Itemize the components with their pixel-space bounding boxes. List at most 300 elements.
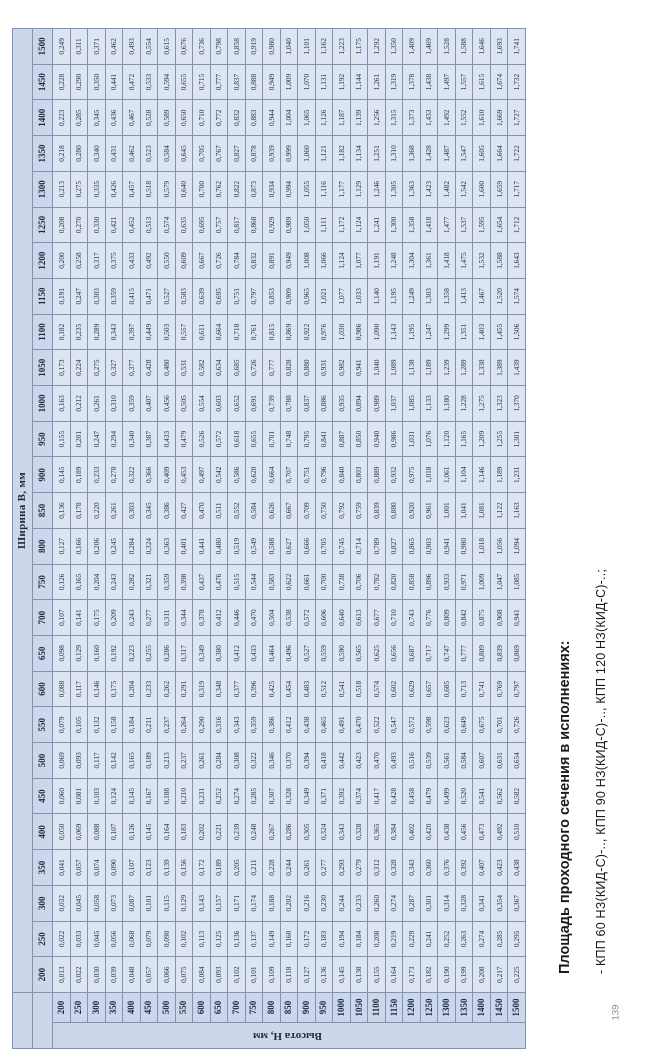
area-value-cell: 1,741	[508, 29, 526, 65]
area-value-cell: 0,421	[105, 207, 123, 243]
area-value-cell: 0,417	[368, 778, 386, 814]
area-value-cell: 1,438	[420, 64, 438, 100]
area-value-cell: 0,178	[70, 493, 88, 529]
area-value-cell: 0,247	[70, 278, 88, 314]
area-value-cell: 1,301	[508, 421, 526, 457]
table-row	[420, 29, 438, 1049]
area-value-cell: 1,712	[508, 207, 526, 243]
table-row	[280, 29, 298, 1049]
area-value-cell: 0,516	[403, 743, 421, 779]
area-value-cell: 0,685	[228, 350, 246, 386]
area-value-cell: 0,324	[140, 528, 158, 564]
area-value-cell: 0,940	[368, 421, 386, 457]
area-value-cell: 0,873	[245, 171, 263, 207]
table-row	[385, 29, 403, 1049]
area-value-cell: 0,839	[368, 493, 386, 529]
area-value-cell: 0,817	[228, 207, 246, 243]
area-value-cell: 1,139	[350, 100, 368, 136]
area-value-cell: 0,574	[368, 671, 386, 707]
area-value-cell: 0,155	[368, 957, 386, 993]
area-value-cell: 0,030	[88, 957, 106, 993]
area-value-cell: 0,980	[455, 528, 473, 564]
area-value-cell: 0,247	[88, 421, 106, 457]
area-value-cell: 0,586	[228, 457, 246, 493]
area-value-cell: 0,191	[53, 278, 71, 314]
area-value-cell: 0,493	[385, 743, 403, 779]
area-value-cell: 1,124	[350, 207, 368, 243]
area-value-cell: 0,667	[280, 493, 298, 529]
area-value-cell: 0,346	[263, 743, 281, 779]
area-value-cell: 0,182	[420, 957, 438, 993]
area-value-cell: 0,886	[315, 386, 333, 422]
area-value-cell: 0,726	[210, 243, 228, 279]
area-value-cell: 0,685	[438, 671, 456, 707]
area-value-cell: 1,261	[368, 64, 386, 100]
height-row-header: 800	[263, 993, 281, 1023]
area-value-cell: 0,022	[70, 957, 88, 993]
area-value-cell: 0,533	[140, 64, 158, 100]
area-value-cell: 0,084	[193, 957, 211, 993]
area-value-cell: 0,839	[490, 635, 508, 671]
height-row-header: 1400	[473, 993, 491, 1023]
height-row-header: 1250	[420, 993, 438, 1023]
area-value-cell: 0,527	[158, 278, 176, 314]
area-value-cell: 0,088	[53, 671, 71, 707]
area-value-cell: 0,370	[280, 743, 298, 779]
table-row	[455, 29, 473, 1049]
height-row-header: 750	[245, 993, 263, 1023]
area-value-cell: 0,741	[473, 671, 491, 707]
area-value-cell: 1,104	[455, 457, 473, 493]
area-value-cell: 0,245	[105, 528, 123, 564]
caption-block	[546, 274, 618, 974]
area-value-cell: 0,371	[88, 29, 106, 65]
area-value-cell: 0,041	[53, 850, 71, 886]
area-value-cell: 0,277	[140, 600, 158, 636]
area-value-cell: 0,999	[280, 136, 298, 172]
height-row-header: 500	[158, 993, 176, 1023]
area-value-cell: 0,139	[158, 850, 176, 886]
area-value-cell: 0,888	[245, 64, 263, 100]
area-value-cell: 0,748	[280, 421, 298, 457]
height-row-header: 1100	[368, 993, 386, 1023]
area-value-cell: 0,311	[70, 29, 88, 65]
area-value-cell: 0,194	[333, 921, 351, 957]
cross-section-table-container	[12, 28, 526, 1049]
width-column-header: 650	[33, 635, 53, 671]
area-value-cell: 0,204	[123, 671, 141, 707]
area-value-cell: 0,409	[158, 457, 176, 493]
area-value-cell: 0,809	[473, 635, 491, 671]
area-value-cell: 0,700	[315, 564, 333, 600]
area-value-cell: 0,335	[88, 171, 106, 207]
area-value-cell: 0,233	[350, 885, 368, 921]
area-value-cell: 0,374	[350, 778, 368, 814]
area-value-cell: 0,164	[385, 957, 403, 993]
area-value-cell: 0,367	[508, 885, 526, 921]
area-value-cell: 0,980	[263, 29, 281, 65]
area-value-cell: 0,327	[105, 350, 123, 386]
area-value-cell: 0,701	[263, 421, 281, 457]
area-value-cell: 0,869	[280, 314, 298, 350]
area-value-cell: 0,562	[490, 778, 508, 814]
area-value-cell: 0,022	[53, 921, 71, 957]
area-value-cell: 0,828	[280, 350, 298, 386]
area-value-cell: 1,492	[438, 100, 456, 136]
area-value-cell: 0,290	[193, 707, 211, 743]
area-value-cell: 0,687	[403, 635, 421, 671]
area-value-cell: 0,343	[333, 814, 351, 850]
height-row-header: 1350	[455, 993, 473, 1023]
area-value-cell: 0,582	[508, 778, 526, 814]
area-value-cell: 1,664	[490, 136, 508, 172]
area-value-cell: 1,487	[438, 136, 456, 172]
area-value-cell: 0,387	[140, 421, 158, 457]
area-value-cell: 0,709	[298, 493, 316, 529]
area-value-cell: 0,542	[210, 457, 228, 493]
area-value-cell: 0,496	[280, 635, 298, 671]
area-value-cell: 0,986	[350, 314, 368, 350]
area-value-cell: 1,475	[455, 243, 473, 279]
area-value-cell: 0,989	[280, 207, 298, 243]
area-value-cell: 0,869	[508, 635, 526, 671]
area-value-cell: 0,431	[105, 136, 123, 172]
area-value-cell: 0,433	[245, 635, 263, 671]
area-value-cell: 0,068	[123, 921, 141, 957]
area-value-cell: 0,798	[210, 29, 228, 65]
area-value-cell: 0,607	[473, 743, 491, 779]
area-value-cell: 0,909	[280, 278, 298, 314]
area-value-cell: 1,520	[490, 278, 508, 314]
area-value-cell: 1,403	[473, 314, 491, 350]
height-row-header: 700	[228, 993, 246, 1023]
height-row-header: 1000	[333, 993, 351, 1023]
area-value-cell: 0,378	[193, 600, 211, 636]
table-row	[210, 29, 228, 1049]
area-value-cell: 1,056	[490, 528, 508, 564]
area-value-cell: 0,204	[88, 564, 106, 600]
area-value-cell: 0,057	[140, 957, 158, 993]
table-row	[473, 29, 491, 1049]
area-value-cell: 0,920	[403, 493, 421, 529]
area-value-cell: 1,055	[298, 171, 316, 207]
area-value-cell: 1,588	[455, 29, 473, 65]
area-value-cell: 0,423	[350, 743, 368, 779]
area-value-cell: 0,858	[403, 564, 421, 600]
area-value-cell: 0,069	[53, 743, 71, 779]
area-value-cell: 1,195	[403, 314, 421, 350]
area-value-cell: 0,345	[140, 493, 158, 529]
area-value-cell: 0,210	[175, 778, 193, 814]
area-value-cell: 1,717	[508, 171, 526, 207]
area-value-cell: 1,247	[420, 314, 438, 350]
area-value-cell: 0,531	[175, 350, 193, 386]
area-value-cell: 0,074	[88, 850, 106, 886]
area-value-cell: 0,261	[298, 850, 316, 886]
height-row-header: 650	[210, 993, 228, 1023]
area-value-cell: 0,221	[210, 814, 228, 850]
area-value-cell: 0,284	[123, 528, 141, 564]
area-value-cell: 1,122	[490, 493, 508, 529]
area-value-cell: 0,294	[105, 421, 123, 457]
area-value-cell: 0,208	[473, 957, 491, 993]
area-value-cell: 0,603	[210, 386, 228, 422]
table-row	[368, 29, 386, 1049]
area-value-cell: 0,136	[315, 957, 333, 993]
area-value-cell: 0,412	[210, 600, 228, 636]
area-value-cell: 0,275	[70, 171, 88, 207]
area-value-cell: 0,583	[175, 278, 193, 314]
area-value-cell: 0,891	[263, 243, 281, 279]
area-value-cell: 0,827	[228, 136, 246, 172]
area-value-cell: 0,582	[193, 350, 211, 386]
area-value-cell: 0,286	[158, 635, 176, 671]
area-value-cell: 0,079	[140, 921, 158, 957]
area-value-cell: 0,237	[158, 707, 176, 743]
area-value-cell: 0,354	[490, 885, 508, 921]
area-value-cell: 0,503	[158, 314, 176, 350]
area-value-cell: 0,858	[228, 29, 246, 65]
area-value-cell: 0,045	[70, 885, 88, 921]
area-value-cell: 0,865	[403, 528, 421, 564]
width-column-header: 1350	[33, 136, 53, 172]
area-value-cell: 0,894	[350, 386, 368, 422]
area-value-cell: 0,115	[158, 885, 176, 921]
area-value-cell: 0,738	[333, 564, 351, 600]
area-value-cell: 1,595	[473, 207, 491, 243]
area-value-cell: 1,338	[473, 350, 491, 386]
area-value-cell: 1,304	[403, 243, 421, 279]
area-value-cell: 0,751	[298, 457, 316, 493]
area-value-cell: 0,796	[315, 457, 333, 493]
area-value-cell: 0,510	[508, 814, 526, 850]
area-value-cell: 0,102	[228, 957, 246, 993]
area-value-cell: 0,166	[70, 528, 88, 564]
area-value-cell: 1,008	[298, 243, 316, 279]
area-value-cell: 0,598	[420, 707, 438, 743]
area-value-cell: 0,172	[298, 921, 316, 957]
area-value-cell: 0,433	[158, 421, 176, 457]
area-value-cell: 0,574	[158, 207, 176, 243]
area-value-cell: 1,469	[420, 29, 438, 65]
area-value-cell: 1,065	[298, 100, 316, 136]
area-value-cell: 0,700	[193, 171, 211, 207]
area-value-cell: 0,235	[70, 314, 88, 350]
area-value-cell: 0,479	[175, 421, 193, 457]
area-value-cell: 0,124	[105, 778, 123, 814]
area-value-cell: 0,739	[263, 386, 281, 422]
area-value-cell: 1,477	[438, 207, 456, 243]
area-value-cell: 0,518	[140, 171, 158, 207]
area-value-cell: 0,397	[123, 314, 141, 350]
area-value-cell: 0,695	[193, 207, 211, 243]
area-value-cell: 0,160	[88, 635, 106, 671]
area-value-cell: 1,189	[420, 350, 438, 386]
area-value-cell: 1,299	[438, 314, 456, 350]
area-value-cell: 0,324	[315, 814, 333, 850]
area-value-cell: 0,438	[508, 850, 526, 886]
area-value-cell: 0,757	[210, 207, 228, 243]
area-value-cell: 0,310	[105, 386, 123, 422]
area-value-cell: 0,656	[385, 635, 403, 671]
area-value-cell: 0,654	[508, 743, 526, 779]
area-value-cell: 1,133	[420, 386, 438, 422]
area-value-cell: 0,522	[368, 707, 386, 743]
area-value-cell: 0,523	[140, 136, 158, 172]
area-value-cell: 0,200	[53, 243, 71, 279]
height-row-header: 1200	[403, 993, 421, 1023]
table-row	[315, 29, 333, 1049]
area-value-cell: 1,009	[473, 564, 491, 600]
height-row-header: 850	[280, 993, 298, 1023]
area-value-cell: 1,368	[403, 136, 421, 172]
area-value-cell: 0,639	[193, 278, 211, 314]
area-value-cell: 0,470	[193, 493, 211, 529]
area-value-cell: 0,317	[175, 635, 193, 671]
area-value-cell: 0,225	[508, 957, 526, 993]
width-column-header: 1450	[33, 64, 53, 100]
area-value-cell: 1,231	[508, 457, 526, 493]
area-value-cell: 0,270	[70, 207, 88, 243]
area-value-cell: 0,615	[158, 29, 176, 65]
area-value-cell: 0,745	[333, 528, 351, 564]
area-value-cell: 0,589	[158, 100, 176, 136]
area-value-cell: 0,588	[263, 528, 281, 564]
area-value-cell: 0,631	[490, 743, 508, 779]
area-value-cell: 0,480	[210, 528, 228, 564]
width-column-header: 750	[33, 564, 53, 600]
area-value-cell: 0,645	[175, 136, 193, 172]
area-value-cell: 0,136	[228, 921, 246, 957]
area-value-cell: 1,373	[403, 100, 421, 136]
area-value-cell: 0,470	[350, 707, 368, 743]
area-value-cell: 0,675	[473, 707, 491, 743]
table-row	[490, 29, 508, 1049]
area-value-cell: 1,351	[455, 314, 473, 350]
area-value-cell: 0,446	[228, 600, 246, 636]
area-value-cell: 0,427	[175, 493, 193, 529]
area-value-cell: 0,470	[368, 743, 386, 779]
area-value-cell: 0,202	[280, 885, 298, 921]
area-value-cell: 0,213	[158, 743, 176, 779]
area-value-cell: 0,652	[228, 386, 246, 422]
area-value-cell: 0,107	[53, 600, 71, 636]
area-value-cell: 0,512	[315, 671, 333, 707]
area-value-cell: 0,344	[175, 600, 193, 636]
height-row-header: 950	[315, 993, 333, 1023]
area-value-cell: 0,504	[263, 600, 281, 636]
area-value-cell: 1,191	[368, 243, 386, 279]
area-value-cell: 0,695	[210, 278, 228, 314]
area-value-cell: 0,743	[403, 600, 421, 636]
area-value-cell: 0,243	[105, 564, 123, 600]
area-value-cell: 1,646	[473, 29, 491, 65]
area-value-cell: 0,941	[508, 600, 526, 636]
area-value-cell: 0,471	[140, 278, 158, 314]
area-value-cell: 0,538	[280, 600, 298, 636]
area-value-cell: 0,554	[140, 29, 158, 65]
area-value-cell: 0,797	[508, 671, 526, 707]
area-value-cell: 1,323	[490, 386, 508, 422]
area-value-cell: 0,117	[88, 743, 106, 779]
area-value-cell: 0,398	[175, 564, 193, 600]
area-value-cell: 1,600	[473, 171, 491, 207]
area-value-cell: 0,887	[333, 421, 351, 457]
area-value-cell: 0,975	[403, 457, 421, 493]
area-value-cell: 0,777	[210, 64, 228, 100]
area-value-cell: 0,322	[245, 743, 263, 779]
area-value-cell: 0,013	[53, 957, 71, 993]
area-value-cell: 0,167	[140, 778, 158, 814]
area-value-cell: 0,308	[228, 743, 246, 779]
area-value-cell: 0,291	[175, 671, 193, 707]
area-value-cell: 0,717	[420, 635, 438, 671]
area-value-cell: 0,527	[298, 635, 316, 671]
area-value-cell: 0,797	[245, 278, 263, 314]
area-value-cell: 1,076	[420, 421, 438, 457]
height-row-header: 400	[123, 993, 141, 1023]
area-value-cell: 0,965	[298, 278, 316, 314]
area-value-cell: 1,162	[315, 29, 333, 65]
area-value-cell: 0,396	[245, 671, 263, 707]
area-value-cell: 0,788	[280, 386, 298, 422]
area-value-cell: 0,371	[315, 778, 333, 814]
area-value-cell: 1,249	[403, 278, 421, 314]
area-value-cell: 0,635	[175, 207, 193, 243]
area-value-cell: 0,453	[175, 457, 193, 493]
area-value-cell: 0,366	[140, 457, 158, 493]
area-value-cell: 0,359	[158, 564, 176, 600]
area-value-cell: 0,649	[455, 707, 473, 743]
area-value-cell: 0,252	[210, 778, 228, 814]
area-value-cell: 0,220	[88, 493, 106, 529]
area-value-cell: 0,069	[70, 814, 88, 850]
area-value-cell: 0,217	[490, 957, 508, 993]
area-value-cell: 0,261	[88, 386, 106, 422]
area-value-cell: 0,634	[210, 350, 228, 386]
area-value-cell: 0,285	[490, 921, 508, 957]
area-value-cell: 0,456	[455, 814, 473, 850]
area-value-cell: 0,944	[263, 100, 281, 136]
area-value-cell: 1,081	[473, 493, 491, 529]
area-value-cell: 0,087	[123, 885, 141, 921]
area-value-cell: 0,289	[88, 314, 106, 350]
area-value-cell: 0,189	[70, 457, 88, 493]
area-value-cell: 0,228	[53, 64, 71, 100]
area-value-cell: 0,815	[263, 314, 281, 350]
area-value-cell: 0,261	[193, 743, 211, 779]
area-value-cell: 1,255	[490, 421, 508, 457]
area-value-cell: 0,853	[263, 278, 281, 314]
area-value-cell: 0,205	[228, 850, 246, 886]
area-value-cell: 0,073	[105, 885, 123, 921]
area-value-cell: 1,363	[403, 171, 421, 207]
area-value-cell: 1,643	[508, 243, 526, 279]
area-value-cell: 0,584	[158, 136, 176, 172]
area-value-cell: 1,131	[315, 64, 333, 100]
area-value-cell: 0,188	[263, 885, 281, 921]
area-value-cell: 0,316	[210, 707, 228, 743]
area-value-cell: 1,085	[403, 386, 421, 422]
table-row	[438, 29, 456, 1049]
area-value-cell: 0,107	[123, 850, 141, 886]
area-value-cell: 0,348	[210, 671, 228, 707]
area-value-cell: 1,305	[385, 171, 403, 207]
area-value-cell: 0,701	[490, 707, 508, 743]
area-value-cell: 0,090	[158, 921, 176, 957]
area-value-cell: 1,455	[490, 314, 508, 350]
area-value-cell: 0,340	[88, 136, 106, 172]
